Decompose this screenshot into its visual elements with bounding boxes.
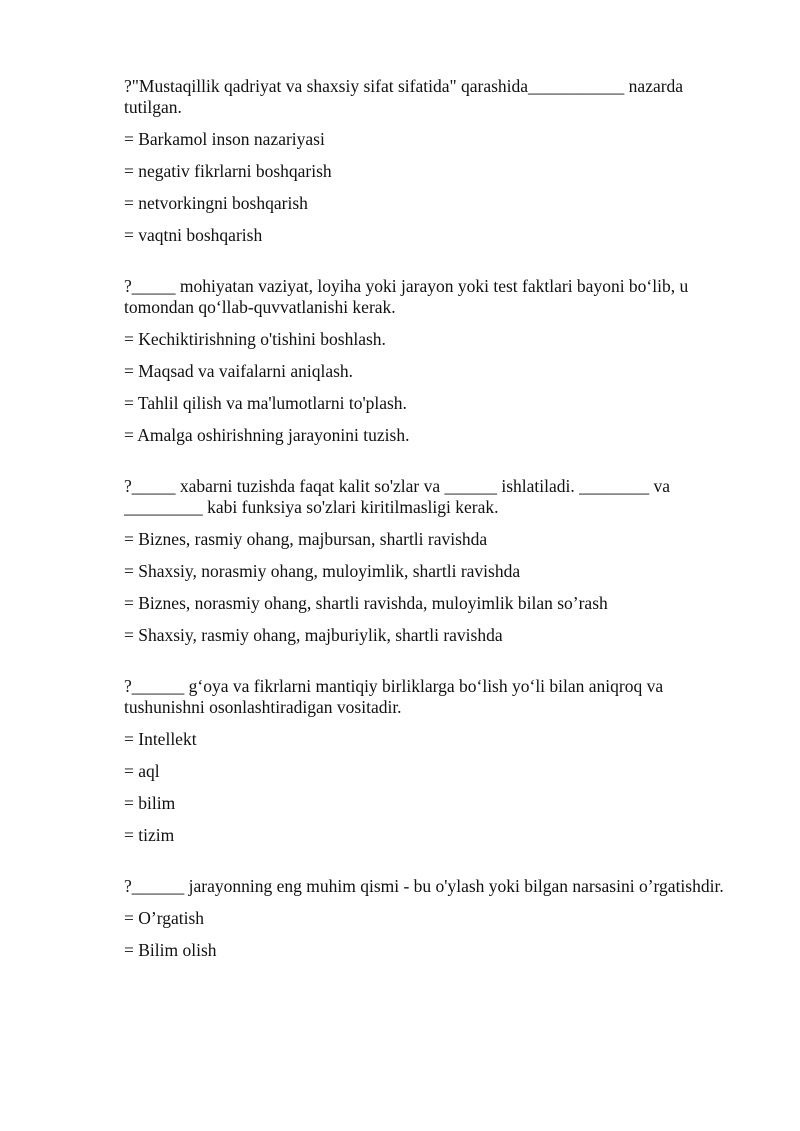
question-block-1 [124,76,739,246]
answer-option: = Kechiktirishning o'tishini boshlash. [124,329,386,349]
answer-option: = O’rgatish [124,908,205,928]
question-block-2 [124,276,739,446]
answer-option: = Biznes, norasmiy ohang, shartli ravishda, muloyimlik bilan so’rash [124,593,608,613]
question-block-5 [124,876,739,961]
answer-option: = Biznes, rasmiy ohang, majbursan, shartli ravishda [124,529,488,549]
answer-option: = Shaxsiy, norasmiy ohang, muloyimlik, shartli ravishda [124,561,521,581]
answer-option: = Shaxsiy, rasmiy ohang, majburiylik, shartli ravishda [124,625,503,645]
answer-option: = Amalga oshirishning jarayonini tuzish. [124,425,410,445]
answer-option: = Intellekt [124,729,197,749]
question-text: ?"Mustaqillik qadriyat va shaxsiy sifat sifatida" qarashida___________ nazarda tutilgan. [124,76,684,117]
answer-option: = aql [124,761,160,781]
question-text: ?______ jarayonning eng muhim qismi - bu o'ylash yoki bilgan narsasini o’rgatishdir. [124,876,724,896]
question-block-4 [124,676,739,846]
answer-option: = Tahlil qilish va ma'lumotlarni to'plash. [124,393,407,413]
answer-option: = netvorkingni boshqarish [124,193,308,213]
answer-option: = bilim [124,793,176,813]
question-text: ?______ g‘oya va fikrlarni mantiqiy birliklarga bo‘lish yo‘li bilan aniqroq va tushunishni osonlashtiradigan vositadir. [124,676,664,717]
answer-option: = negativ fikrlarni boshqarish [124,161,332,181]
question-text: ?_____ xabarni tuzishda faqat kalit so'zlar va ______ ishlatiladi. ________ va _________ kabi funksiya so'zlari kiritilmasligi kerak. [124,476,671,517]
answer-option: = Bilim olish [124,940,217,960]
answer-option: = Barkamol inson nazariyasi [124,129,325,149]
answer-option: = Maqsad va vaifalarni aniqlash. [124,361,354,381]
question-block-3 [124,476,739,646]
question-text: ?_____ mohiyatan vaziyat, loyiha yoki jarayon yoki test faktlari bayoni bo‘lib, u tomondan qo‘llab-quvvatlanishi kerak. [124,276,689,317]
answer-option: = tizim [124,825,175,845]
answer-option: = vaqtni boshqarish [124,225,263,245]
quiz-page [124,76,739,991]
